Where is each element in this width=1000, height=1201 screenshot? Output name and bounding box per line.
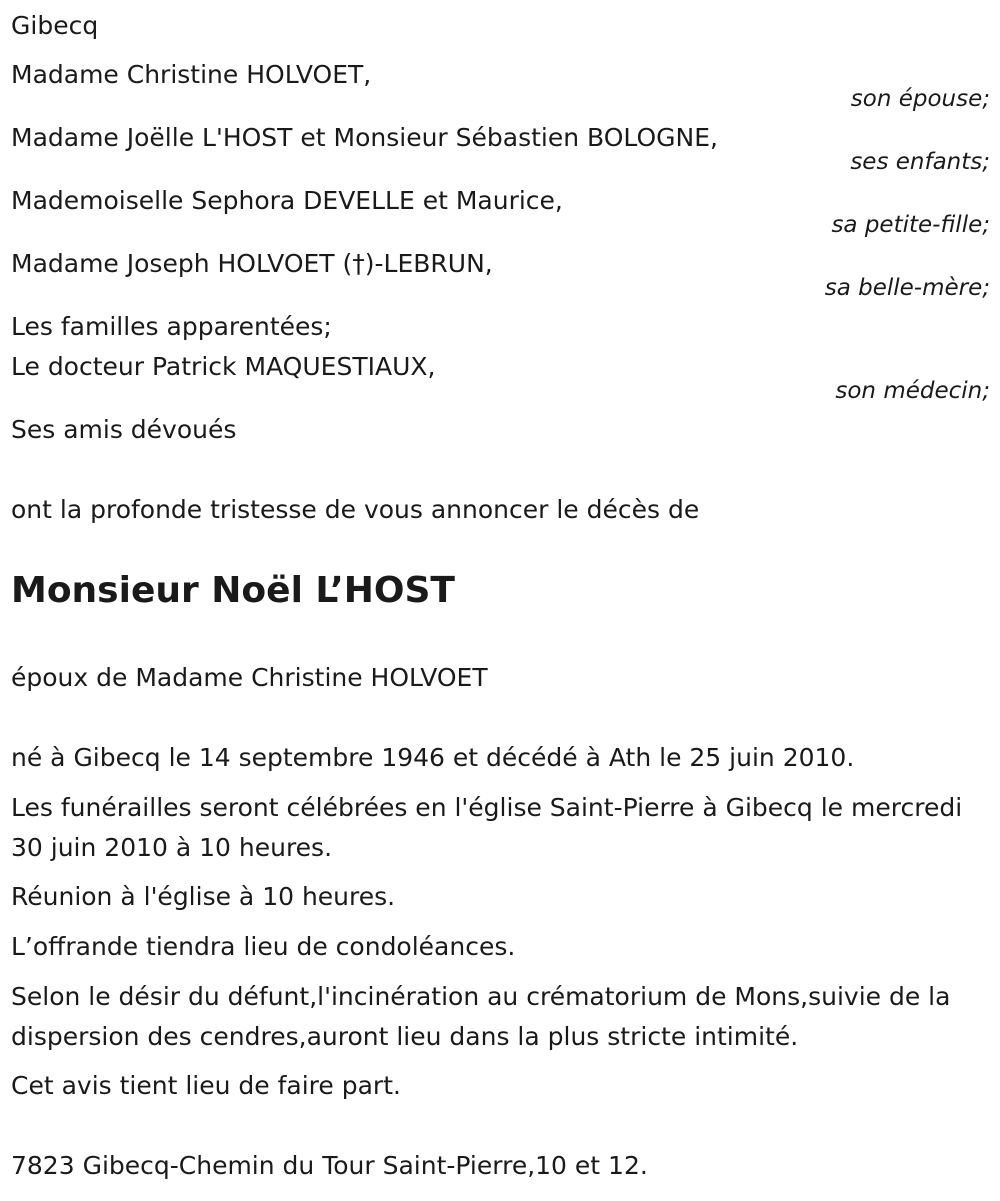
notice-line: Cet avis tient lieu de faire part. [11, 1071, 401, 1100]
mourner-relation: sa petite-fille; [831, 212, 990, 238]
mourner-relation: son épouse; [850, 86, 990, 112]
mourner-relation: sa belle-mère; [824, 275, 990, 301]
place-heading: Gibecq [11, 11, 99, 40]
mourner-relation: son médecin; [835, 378, 990, 404]
offering-info: L’offrande tiendra lieu de condoléances. [11, 932, 516, 961]
meeting-info: Réunion à l'église à 10 heures. [11, 882, 396, 911]
mourner-name: Le docteur Patrick MAQUESTIAUX, [11, 352, 436, 381]
mourner-name: Les familles apparentées; [11, 312, 332, 341]
cremation-info: Selon le désir du défunt,l'incinération au crématorium de Mons,suivie de la dispersion des cendres,auront lieu dans la plus stricte intimité. [11, 982, 951, 1051]
address-line: 7823 Gibecq-Chemin du Tour Saint-Pierre,10 et 12. [11, 1151, 648, 1180]
spouse-line: époux de Madame Christine HOLVOET [11, 663, 488, 692]
mourner-name: Madame Christine HOLVOET, [11, 60, 372, 89]
announcement-text: ont la profonde tristesse de vous annoncer le décès de [11, 495, 700, 524]
birth-death-line: né à Gibecq le 14 septembre 1946 et décédé à Ath le 25 juin 2010. [11, 743, 855, 772]
mourner-name: Madame Joseph HOLVOET (†)-LEBRUN, [11, 249, 493, 278]
deceased-name: Monsieur Noël L’HOST [11, 570, 455, 611]
mourner-name: Madame Joëlle L'HOST et Monsieur Sébastien BOLOGNE, [11, 123, 718, 152]
mourner-name: Mademoiselle Sephora DEVELLE et Maurice, [11, 186, 563, 215]
mourner-relation: ses enfants; [850, 149, 990, 175]
mourner-name: Ses amis dévoués [11, 415, 237, 444]
funeral-info: Les funérailles seront célébrées en l'église Saint-Pierre à Gibecq le mercredi 30 juin 2010 à 10 heures. [11, 793, 963, 862]
